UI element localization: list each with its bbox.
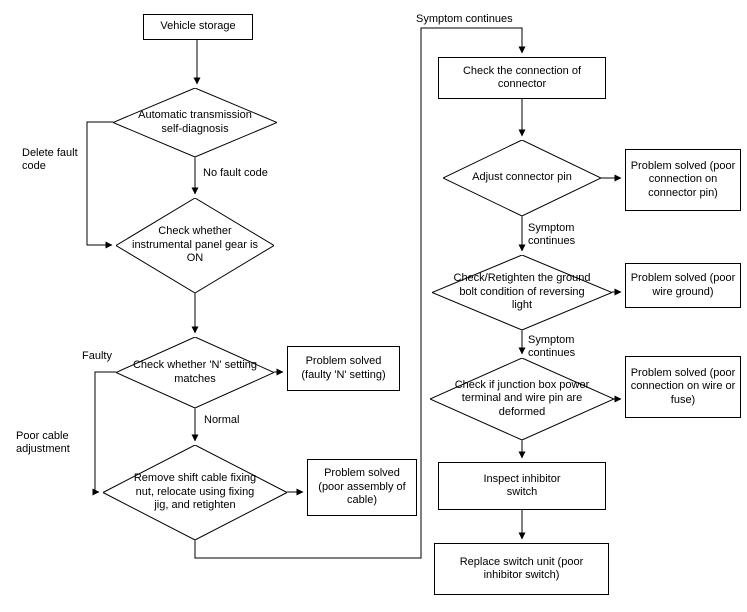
node-label: Inspect inhibitor switch — [483, 472, 561, 498]
node-label: Problem solved (faulty 'N' setting) — [301, 355, 386, 381]
decision-adjust-connector-pin — [443, 140, 601, 216]
decision-junction-box — [430, 358, 614, 440]
decision-self-diagnosis — [113, 88, 277, 157]
label-no-fault-code: No fault code — [203, 167, 268, 179]
node-label: Problem solved (poor assembly of cable) — [318, 467, 406, 507]
node-problem-solved-wire-ground — [625, 263, 741, 308]
decision-label: Check/Retighten the ground bolt condition of reversing light — [453, 272, 591, 312]
decision-remove-shift-cable — [103, 445, 287, 540]
node-label: Check the connection of connector — [462, 64, 582, 90]
node-problem-solved-cable — [307, 459, 417, 516]
node-label: Problem solved (poor connection on connector pin) — [630, 159, 736, 199]
node-label: Problem solved (poor connection on wire or fuse) — [630, 366, 736, 406]
node-label: Vehicle storage — [160, 20, 236, 33]
node-inspect-inhibitor-switch — [438, 462, 606, 510]
node-replace-switch-unit — [434, 543, 609, 595]
label-delete-fault-code: Delete fault code — [22, 147, 78, 173]
label-symptom-continues-top: Symptom continues — [416, 13, 513, 25]
node-vehicle-storage — [143, 14, 253, 40]
decision-label: Remove shift cable fixing nut, relocate using fixing jig, and retighten — [133, 472, 257, 512]
node-problem-solved-n-setting — [287, 346, 400, 391]
decision-label: Check whether instrumental panel gear is ON — [132, 225, 258, 265]
node-check-connector — [438, 57, 606, 99]
node-label: Problem solved (poor wire ground) — [630, 272, 736, 298]
decision-label: Automatic transmission self-diagnosis — [138, 109, 252, 135]
decision-label: Check if junction box power terminal and wire pin are deformed — [454, 378, 590, 418]
label-faulty: Faulty — [82, 350, 112, 362]
node-problem-solved-wire-fuse — [625, 356, 741, 418]
label-symptom-continues-1: Symptom continues — [528, 222, 576, 248]
decision-label: Adjust connector pin — [472, 171, 572, 184]
node-label: Replace switch unit (poor inhibitor switch) — [459, 555, 584, 581]
label-normal: Normal — [204, 414, 240, 426]
decision-n-setting — [116, 337, 274, 408]
decision-label: Check whether 'N' setting matches — [132, 359, 258, 385]
decision-panel-gear-on — [116, 198, 274, 293]
decision-ground-bolt — [432, 255, 612, 330]
label-poor-cable-adjustment: Poor cable adjustment — [16, 430, 70, 456]
node-problem-solved-connector-pin — [625, 149, 741, 211]
label-symptom-continues-2: Symptom continues — [528, 334, 576, 360]
